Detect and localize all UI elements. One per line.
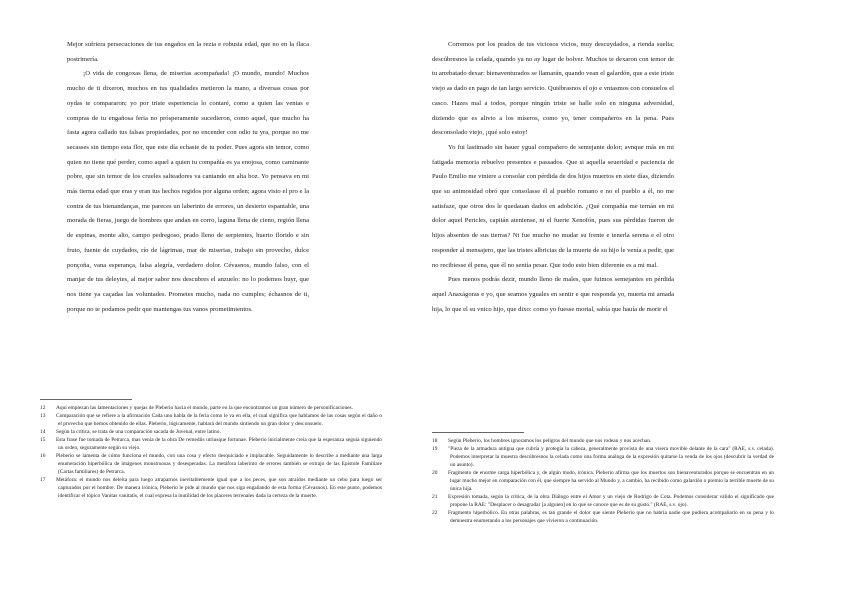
footnote-text: Según la crítica, se trata de una comparación sacada de Juvenal, entre latino. <box>56 429 221 435</box>
footnote <box>432 493 774 509</box>
footnote-text: "Pieza de la armadura antigua que cubría y protegía la cabeza, generalmente provista de una visera movible delante de la cara" (RAE, s.v. celada). Podemos interpretar la muestra descúbresnos la celada como una forma análoga de la expresión quitarse la venda de los ojos (descubrir la verdad de un asunto). <box>448 446 774 468</box>
paragraph: Pues menos podrás dezir, mundo lleno de males, que fuimos semejantes en pérdida aquel Anaxágoras e yo, que seamos yguales en sentir e que responda yo, muerta mi amada hija, lo que el su vnico hijo, que dixo: como yo fuesse mortal, sabía que hauía de morir el <box>432 276 674 313</box>
footnote-text: Esta frase fue tomada de Petrarca, mas venía de la obra De remediis utriusque fortunae. Pleberio inicialmente creía que la esperanza seguía siguiendo un orden, seguramente según su viejo. <box>56 437 382 451</box>
footnote-text: Comparación que se refiere a la afirmación Cada uno habla de la feria como le va en ella, el cual significa que hablamos de las cosas según el daño o el provecho que hemos obtenido de ellas. Pleberio, lógicamente, hablará del mundo sintiendo un gran dolor y desconsuelo. <box>56 413 382 427</box>
footnote-text: Metáfora: el mundo nos deleita para luego atraparnos inevitablemente igual que a los peces, que son atraídos mediante un cebo para luego ser capturados por el hombre. De manera irónica, Pleberio le pide al mundo que nos siga engañando de esta forma (Cévasnos). En este punto, podemos identificar el tópico Vanitas vanitatis, el cual expresa la inutilidad de los placeres terrenales dada la certeza de la muerte. <box>56 477 382 499</box>
footnote-number: 14 <box>40 429 46 435</box>
footnote <box>432 469 774 493</box>
footnote <box>432 509 774 525</box>
footnote-number: 22 <box>432 510 438 516</box>
paragraph: Mejor sufriera persecuciones de tus engaños en la rezia e robusta edad, que no en la flaca postrimería. <box>67 41 309 63</box>
paragraph: Corremos por los prados de tus viciosos vicios, muy descuydados, a rienda suelta; descúbresnos la celada, quando ya no ay lugar de bolver. Muchos te dexaron con temor de tu arrebatado dexar: bienaventurados se llamarán, quando vean el galardón, que a este triste viejo as dado en pago de tan largo servicio. Quiébrasnos el ojo e vntasmos con consuelos el casco. Hazes mal a todos, porque ningún triste se halle solo en ninguna adversidad, diziendo que es alivio a los míseros, como yo, tener compañeros en la pena. Pues desconsolado viejo, ¡qué solo estoy! <box>432 41 674 137</box>
footnote-divider <box>40 399 132 400</box>
footnote-number: 13 <box>40 413 46 419</box>
footnote-number: 12 <box>40 405 46 411</box>
footnote <box>432 445 774 469</box>
footnote-text: Expresión tomada, según la crítica, de la obra Diálogo entre el Amor y un viejo de Rodrigo de Cota. Podemos considerar válido el significado que propone la RAE: "Desplacer o desagradar [a alguien] en lo que se conoce que es de su gusto." (RAE, s.v. ojo). <box>448 494 774 508</box>
footnote <box>40 436 382 452</box>
footnote-text: Aquí empiezan las lamentaciones y quejas de Pleberio hacia el mundo, parte en la que encontramos un gran número de personificaciones. <box>56 405 353 411</box>
footnote-text: Pleberio se lamenta de cómo funciona el mundo, con una cosa y efecto desquiciado e implacable. Seguidamente lo describe a mediante una larga enumeración hiperbólica de imágenes monstruosas y desesperadas. La metáfora laberinto de errores también se extrajo de las Epistole Familiare (Cartas familiares) de Petrarca. <box>56 453 382 475</box>
footnote-text: Fragmento de enorme carga hiperbólica y, de algún modo, irónica. Pleberio afirma que los muertos son bienaventurados porque se encuentran en un lugar mucho mejor en comparación con él, que siempre ha servido al Mundo y, a cambio, ha recibido como galardón o premio la terrible muerte de su única hija. <box>448 470 774 492</box>
footnote-number: 15 <box>40 437 46 443</box>
footnote <box>40 476 382 500</box>
footnote-number: 16 <box>40 453 46 459</box>
footnote-number: 21 <box>432 494 438 500</box>
footnote <box>40 404 382 412</box>
footnote <box>40 452 382 476</box>
right-footnotes <box>432 432 774 525</box>
footnote-number: 17 <box>40 477 46 483</box>
footnote-number: 20 <box>432 470 438 476</box>
footnote-number: 18 <box>432 438 438 444</box>
footnote-text: Según Pleberio, los hombres ignoramos los peligros del mundo que nos rodean y nos acechan. <box>448 438 652 444</box>
left-text-column <box>67 38 309 317</box>
footnote-text: Fragmento hiperbólico. En otras palabras, es tan grande el dolor que siente Pleberio que no habría nadie que pudiera acompañarlo en su pena y lo demuestra enumerando a los personajes que vivieron a continuación. <box>448 510 774 524</box>
footnote <box>40 428 382 436</box>
paragraph: Yo fui lastimado sin hauer ygual compañero de semejante dolor; avnque más en mi fatigada memoria rebuelvo presentes e passados. Que si aquella seueridad e paciencia de Paulo Emilio me viniere a consolar con pérdida de dos hijos muertos en siete días, diziendo que su animosidad obró que consolasse él al pueblo romano e no el pueblo a él, no me satisfaze, que otros dos le quedauan dados en adobción. ¿Qué compañía me ternán en mi dolor aquel Pericles, capitán ateniense, ni el fuerte Xenofón, pues sus pérdidas fueron de hijos absentes de sus tierras? Ni fue mucho no mudar su frente e tenerla serena e el otro responder al mensajero, que las tristes albricias de la muerte de su hijo le venía a pedir, que no recibiesse él pena, que él no sentía pesar. Que todo esto bien diferente es a mi mal. <box>432 143 674 269</box>
footnote-divider <box>432 432 524 433</box>
left-footnotes <box>40 399 382 500</box>
footnote <box>40 412 382 428</box>
footnote-number: 19 <box>432 446 438 452</box>
right-text-column <box>432 38 674 317</box>
paragraph: ¡O vida de congoxas llena, de miserias acompañada! ¡O mundo, mundo! Muchos mucho de ti dixeron, muchos en tus qualidades metieron la mano, a diversas cosas por oydas te compararon; yo por triste esperiencia lo contaré, como a quien las ventas e compras de tu engañosa feria no prósperamente sucedieron, como aquel, que mucho ha fasta agora callado tus falsas propiedades, por no encender con odio tu yra, porque no me secasses sin tiempo esta flor, que este día echaste de tu poder. Pues agora sin temor, como quien no tiene qué perder, como aquel a quien tu compañía es ya enojosa, como caminante pobre, que sin temor de los crueles salteadores va cantando en alta boz. Yo pensava en mi más tierna edad que eras y eran tus hechos regidos por alguna orden; agora visto el pro e la contra de tus bienandanças, me pareces un laberinto de errores, un desierto espantable, una morada de fieras, juego de hombres que andan en corro, laguna llena de cieno, región llena de espinas, monte alto, campo pedregoso, prado lleno de serpientes, huerto florido e sin fruto, fuente de cuydados, río de lágrimas, mar de miserias, trabajo sin provecho, dulce ponçoña, vana esperança, falsa alegría, verdadero dolor. Cévasnos, mundo falso, con el manjar de tus deleytes, al mejor sabor nos descubres el anzuelo: no lo podemos huyr, que nos tiene ya caçadas las voluntades. Prometes mucho, nada no cumples; échasnos de ti, porque no te podamos pedir que mantengas tus vanos prometimientos. <box>67 70 309 313</box>
footnote <box>432 437 774 445</box>
